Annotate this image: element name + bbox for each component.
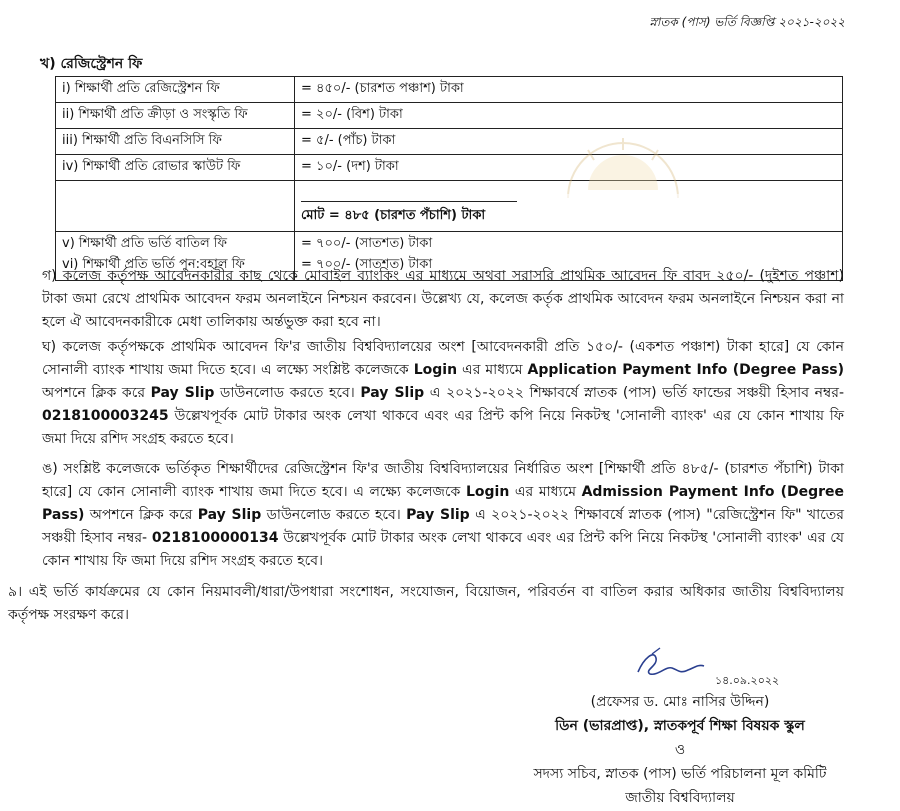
- fee-label: i) শিক্ষার্থী প্রতি রেজিস্ট্রেশন ফি: [56, 77, 295, 103]
- signer-institution: জাতীয় বিশ্ববিদ্যালয়: [625, 790, 735, 806]
- bold-text: Admission Payment Info (Degree Pass): [42, 484, 845, 523]
- account-number: 0218100000134: [151, 530, 279, 546]
- bold-text: Login: [413, 362, 458, 378]
- table-row: [56, 129, 843, 155]
- paragraph-umo: [42, 458, 844, 573]
- text: উল্লেখপূর্বক মোট টাকার অংক লেখা থাকবে এবং এর প্রিন্ট কপি নিয়ে নিকটস্থ 'সোনালী ব্যাংক' এর যে কোন শাখায় ফি জমা দিয়ে রশিদ সংগ্রহ করতে হবে।: [42, 408, 844, 447]
- bold-text: Pay Slip: [360, 385, 425, 401]
- text: ঘ) কলেজ কর্তৃপক্ষকে প্রাথমিক আবেদন ফি'র জাতীয় বিশ্ববিদ্যালয়ের অংশ [আবেদনকারী প্রতি ১৫০/- (একশত পঞ্চাশ) টাকা হারে] যে কোন সোনালী ব্যাংক শাখায় জমা দিতে হবে। এ লক্ষ্যে সংশ্লিষ্ট কলেজকে: [42, 339, 844, 378]
- fee-label: ii) শিক্ষার্থী প্রতি ক্রীড়া ও সংস্কৃতি ফি: [56, 103, 295, 129]
- text: এ ২০২১-২০২২ শিক্ষাবর্ষে স্নাতক (পাস) ভর্তি ফান্ডের সঞ্চয়ী হিসাব নম্বর-: [424, 385, 844, 401]
- paragraph-gha: [42, 336, 844, 451]
- text: ডাউনলোড করতে হবে।: [214, 385, 361, 401]
- signer-conjunction: ও: [674, 742, 686, 758]
- table-row: [56, 103, 843, 129]
- fee-value: = ৭০০/- (সাতশত) টাকা: [301, 257, 433, 272]
- fee-label: v) শিক্ষার্থী প্রতি ভর্তি বাতিল ফি: [62, 236, 227, 251]
- table-row: [56, 77, 843, 103]
- table-row: [56, 155, 843, 181]
- paragraph-ga: গ) কলেজ কর্তৃপক্ষ আবেদনকারীর কাছ থেকে মোবাইল ব্যাংকিং এর মাধ্যমে অথবা সরাসরি প্রাথমিক আবেদন ফি বাবদ ২৫০/- (দুইশত পঞ্চাশ) টাকা জমা রেখে প্রাথমিক আবেদন ফরম অনলাইনে নিশ্চয়ন করবেন। উল্লেখ্য যে, কলেজ কর্তৃক প্রাথমিক আবেদন ফরম অনলাইনে নিশ্চয়ন করা না হলে ঐ আবেদনকারীকে মেধা তালিকায় অর্ন্তভুক্ত করা হবে না।: [42, 268, 844, 330]
- section-title: খ) রেজিস্ট্রেশন ফি: [40, 56, 143, 72]
- signature-date: ১৪.০৯.২০২২: [715, 674, 780, 687]
- text: এ ২০২১-২০২২ শিক্ষাবর্ষে স্নাতক (পাস) "রেজিস্ট্রেশন ফি" খাতের সঞ্চয়ী হিসাব নম্বর-: [42, 507, 844, 546]
- bold-text: Pay Slip: [150, 385, 215, 401]
- text: অপশনে ক্লিক করে: [42, 385, 151, 401]
- account-number: 0218100003245: [42, 408, 169, 424]
- paragraph-9: ৯। এই ভর্তি কার্যক্রমের যে কোন নিয়মাবলী/ধারা/উপধারা সংশোধন, সংযোজন, বিয়োজন, পরিবর্তন বা বাতিল করার অধিকার জাতীয় বিশ্ববিদ্যালয় কর্তৃপক্ষ সংরক্ষণ করে।: [8, 584, 844, 623]
- fee-table: [55, 76, 843, 281]
- bold-text: Pay Slip: [197, 507, 262, 523]
- bold-text: Application Payment Info (Degree Pass): [527, 362, 845, 378]
- text: অপশনে ক্লিক করে: [84, 507, 198, 523]
- fee-label: vi) শিক্ষার্থী প্রতি ভর্তি পুন:বহাল ফি: [62, 257, 245, 272]
- fee-value: = ২০/- (বিশ) টাকা: [295, 103, 843, 129]
- fee-value: = ৭০০/- (সাতশত) টাকা: [301, 236, 433, 251]
- bold-text: Login: [465, 484, 510, 500]
- text: ডাউনলোড করতে হবে।: [261, 507, 407, 523]
- bold-text: Pay Slip: [406, 507, 470, 523]
- empty-cell: [56, 181, 295, 232]
- fee-label: iii) শিক্ষার্থী প্রতি বিএনসিসি ফি: [56, 129, 295, 155]
- fee-label: iv) শিক্ষার্থী প্রতি রোভার স্কাউট ফি: [56, 155, 295, 181]
- text: এর মাধ্যমে: [457, 362, 528, 378]
- fee-value: = ৪৫০/- (চারশত পঞ্চাশ) টাকা: [295, 77, 843, 103]
- text: এর মাধ্যমে: [509, 484, 582, 500]
- fee-value: = ১০/- (দশ) টাকা: [295, 155, 843, 181]
- watermark-logo: [548, 128, 698, 240]
- signer-title-2: সদস্য সচিব, স্নাতক (পাস) ভর্তি পরিচালনা মূল কমিটি: [533, 766, 827, 782]
- text: ঙ) সংশ্লিষ্ট কলেজকে ভর্তিকৃত শিক্ষার্থীদের রেজিস্ট্রেশন ফি'র জাতীয় বিশ্ববিদ্যালয়ের নির্ধারিত অংশ [শিক্ষার্থী প্রতি ৪৮৫/- (চারশত পঁচাশি) টাকা হারে] যে কোন সোনালী ব্যাংক শাখায় জমা দিতে হবে। এ লক্ষ্যে কলেজকে: [42, 461, 844, 500]
- signer-title: ডিন (ভারপ্রাপ্ত), স্নাতকপূর্ব শিক্ষা বিষয়ক স্কুল: [555, 718, 805, 734]
- signer-name: (প্রফেসর ড. মোঃ নাসির উদ্দিন): [590, 694, 770, 710]
- header-title: স্নাতক (পাস) ভর্তি বিজ্ঞপ্তি ২০২১-২০২২: [649, 15, 845, 29]
- table-row: [56, 181, 843, 232]
- fee-value: = ৫/- (পাঁচ) টাকা: [295, 129, 843, 155]
- total-value: মোট = ৪৮৫ (চারশত পঁচাশি) টাকা: [301, 201, 517, 229]
- signature-image: [632, 644, 712, 678]
- text: উল্লেখপূর্বক মোট টাকার অংক লেখা থাকবে এবং এর প্রিন্ট কপি নিয়ে নিকটস্থ 'সোনালী ব্যাংক' এর যে কোন শাখায় ফি জমা দিয়ে রশিদ সংগ্রহ করতে হবে।: [42, 530, 844, 569]
